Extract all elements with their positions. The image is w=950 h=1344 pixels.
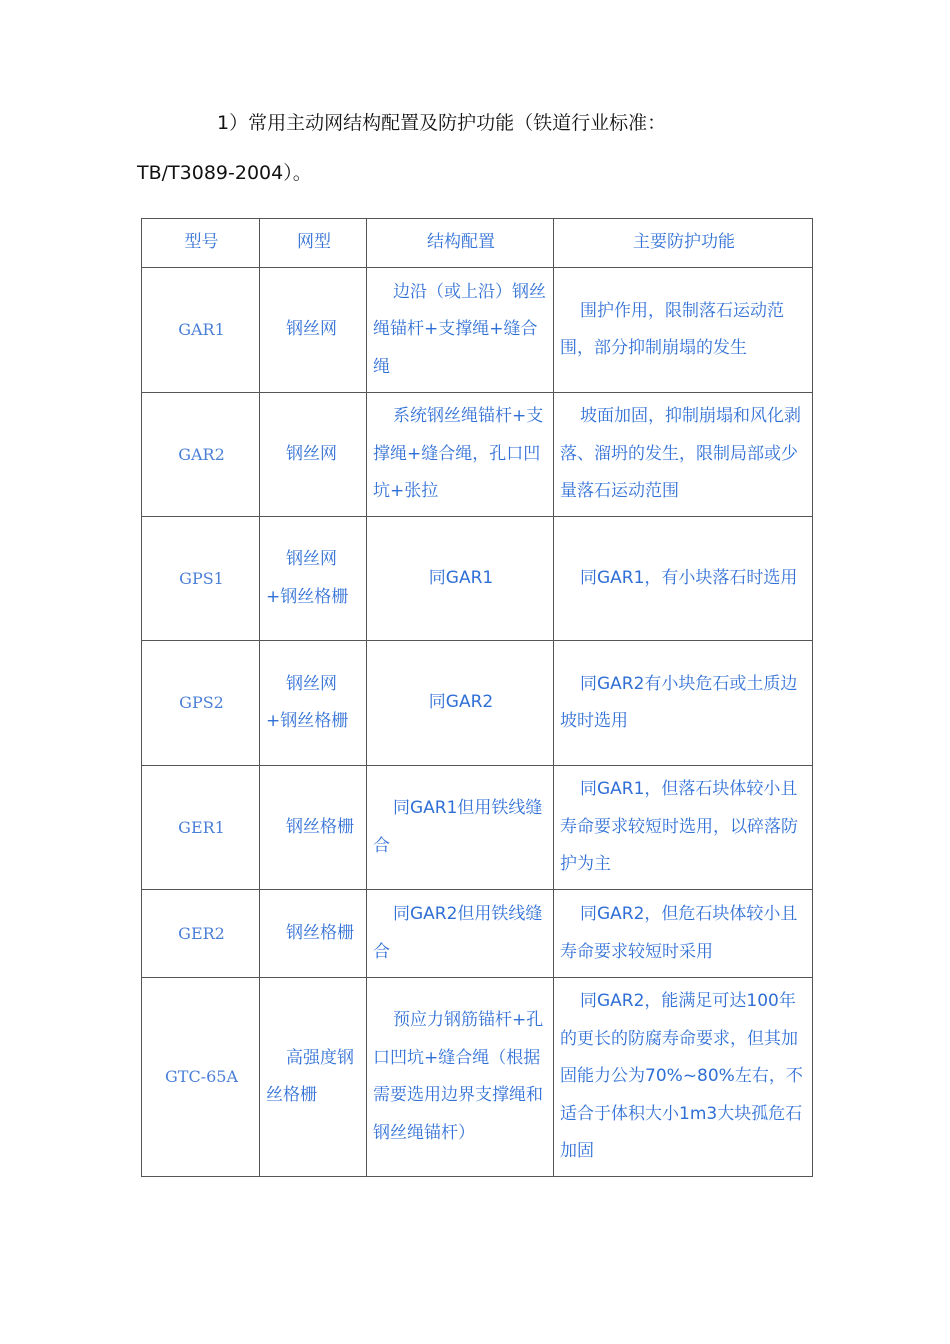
cell-config: 同GAR1但用铁线缝合	[367, 766, 554, 890]
protection-table	[141, 218, 813, 1177]
cell-model: GER1	[142, 766, 260, 890]
cell-model: GAR1	[142, 268, 260, 393]
heading-line-2: TB/T3089-2004）。	[137, 162, 312, 184]
cell-config: 边沿（或上沿）钢丝绳锚杆+支撑绳+缝合绳	[367, 268, 554, 393]
cell-net-type: 钢丝网+钢丝格栅	[260, 641, 367, 766]
header-config: 结构配置	[367, 219, 554, 268]
cell-net-type: 高强度钢丝格栅	[260, 978, 367, 1177]
cell-net-type: 钢丝网+钢丝格栅	[260, 517, 367, 641]
section-heading	[137, 98, 827, 198]
table-row	[142, 393, 813, 517]
cell-function: 同GAR1，有小块落石时选用	[554, 517, 813, 641]
table-row	[142, 978, 813, 1177]
cell-model: GTC-65A	[142, 978, 260, 1177]
cell-net-type: 钢丝网	[260, 393, 367, 517]
cell-function: 同GAR2，但危石块体较小且寿命要求较短时采用	[554, 890, 813, 978]
table-row	[142, 641, 813, 766]
cell-net-type: 钢丝网	[260, 268, 367, 393]
cell-function: 坡面加固，抑制崩塌和风化剥落、溜坍的发生，限制局部或少量落石运动范围	[554, 393, 813, 517]
header-function: 主要防护功能	[554, 219, 813, 268]
table-row	[142, 268, 813, 393]
table-header-row	[142, 219, 813, 268]
cell-net-type: 钢丝格栅	[260, 766, 367, 890]
cell-model: GAR2	[142, 393, 260, 517]
cell-function: 同GAR1，但落石块体较小且寿命要求较短时选用，以碎落防护为主	[554, 766, 813, 890]
cell-function: 围护作用，限制落石运动范围，部分抑制崩塌的发生	[554, 268, 813, 393]
table-row	[142, 890, 813, 978]
header-net-type: 网型	[260, 219, 367, 268]
cell-config: 同GAR2但用铁线缝合	[367, 890, 554, 978]
cell-model: GPS2	[142, 641, 260, 766]
cell-model: GER2	[142, 890, 260, 978]
cell-function: 同GAR2，能满足可达100年的更长的防腐寿命要求，但其加固能力公为70%~80%左右，不适合于体积大小1m3大块孤危石加固	[554, 978, 813, 1177]
cell-model: GPS1	[142, 517, 260, 641]
cell-function: 同GAR2有小块危石或土质边坡时选用	[554, 641, 813, 766]
cell-config: 同GAR1	[367, 517, 554, 641]
heading-line-1: 1）常用主动网结构配置及防护功能（铁道行业标准：	[217, 112, 667, 134]
cell-net-type: 钢丝格栅	[260, 890, 367, 978]
header-model: 型号	[142, 219, 260, 268]
cell-config: 预应力钢筋锚杆+孔口凹坑+缝合绳（根据需要选用边界支撑绳和钢丝绳锚杆）	[367, 978, 554, 1177]
table-row	[142, 766, 813, 890]
cell-config: 同GAR2	[367, 641, 554, 766]
cell-config: 系统钢丝绳锚杆+支撑绳+缝合绳，孔口凹坑+张拉	[367, 393, 554, 517]
table-row	[142, 517, 813, 641]
